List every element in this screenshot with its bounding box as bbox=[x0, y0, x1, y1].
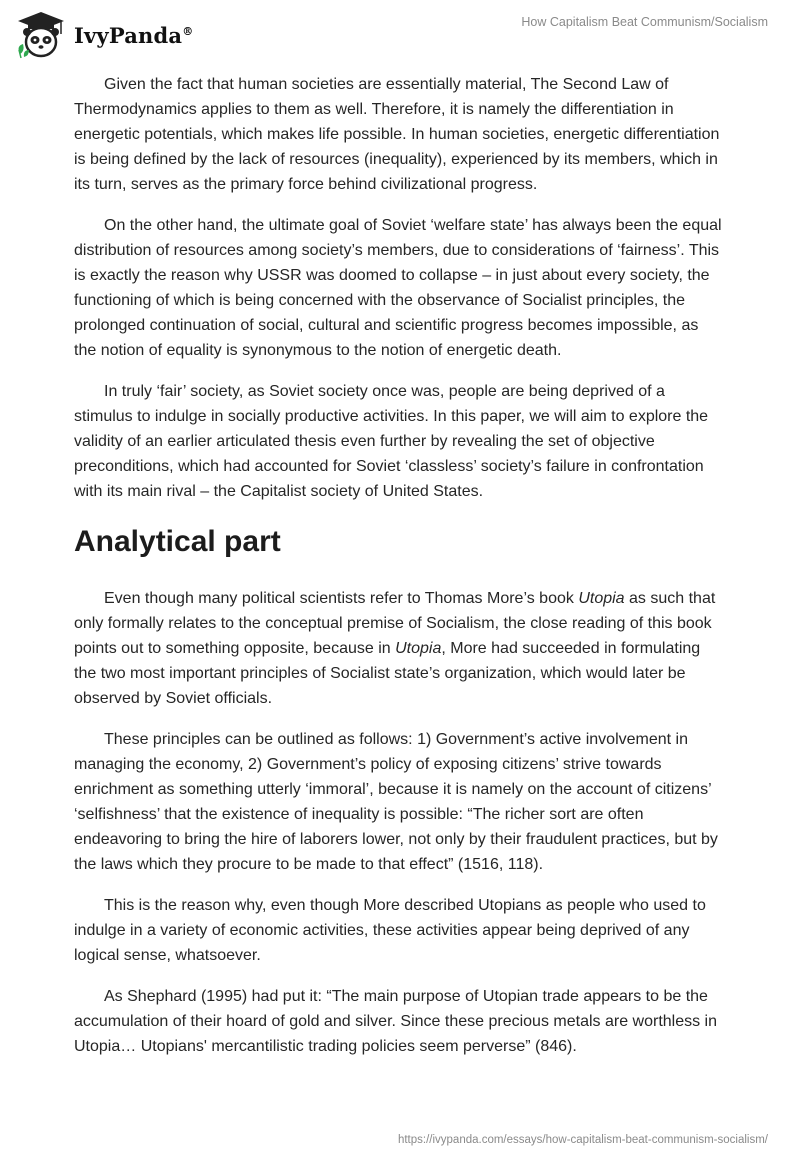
text-run: , More had succeeded in formulating the two most important principles of Socialist state’s organization, which would later be observed by Soviet officials. bbox=[74, 640, 701, 707]
paragraph: This is the reason why, even though More described Utopians as people who used to indulge in a variety of economic activities, these activities appear being deprived of any logical sense, whatsoever. bbox=[74, 897, 706, 964]
brand-text: IvyPanda bbox=[74, 22, 183, 48]
ivypanda-logo[interactable] bbox=[14, 10, 193, 60]
text-run: Even though many political scientists refer to Thomas More’s book bbox=[104, 590, 579, 607]
section-heading: Analytical part bbox=[74, 525, 281, 558]
paragraph: Given the fact that human societies are essentially material, The Second Law of Thermodynamics applies to them as well. Therefore, it is namely the differentiation in energetic potentials, which makes life possible. In human societies, energetic differentiation is being defined by the lack of resources (inequality), experienced by its members, which in its turn, serves as the primary force behind civilizational progress. bbox=[74, 76, 720, 193]
document-title: How Capitalism Beat Communism/Socialism bbox=[521, 15, 768, 29]
panda-graduate-icon bbox=[14, 10, 68, 60]
registered-mark: ® bbox=[182, 24, 194, 38]
book-title: Utopia bbox=[578, 590, 625, 607]
paragraph: In truly ‘fair’ society, as Soviet society once was, people are being deprived of a stimulus to indulge in socially productive activities. In this paper, we will aim to explore the validity of an earlier articulated thesis even further by revealing the set of objective preconditions, which had accounted for Soviet ‘classless’ society’s failure in confrontation with its main rival – the Capitalist society of United States. bbox=[74, 383, 709, 500]
paragraph: On the other hand, the ultimate goal of Soviet ‘welfare state’ has always been the equal distribution of resources among society’s members, due to considerations of ‘fairness’. This is exactly the reason why USSR was doomed to collapse – in just about every society, the functioning of which is being concerned with the observance of Socialist principles, the prolonged continuation of social, cultural and scientific progress becomes impossible, as the notion of equality is synonymous to the notion of energetic death. bbox=[74, 217, 722, 359]
paragraph-utopia bbox=[74, 586, 722, 711]
book-title: Utopia bbox=[395, 640, 442, 657]
paragraph: As Shephard (1995) had put it: “The main purpose of Utopian trade appears to be the accumulation of their hoard of gold and silver. Since these precious metals are worthless in Utopia… Utopians' mercantilistic trading policies seem perverse” (846). bbox=[74, 988, 718, 1055]
paragraph: These principles can be outlined as follows: 1) Government’s active involvement in managing the economy, 2) Government’s policy of exposing citizens’ strive towards enrichment as something utterly ‘immoral’, because it is namely on the account of citizens’ ‘selfishness’ that the existence of inequality is possible: “The richer sort are often endeavoring to bring the hire of laborers lower, not only by their fraudulent practices, but by the laws which they procure to be made to that effect” (1516, 118). bbox=[74, 731, 718, 873]
brand-name bbox=[74, 23, 193, 48]
source-url[interactable]: https://ivypanda.com/essays/how-capitalism-beat-communism-socialism/ bbox=[397, 1134, 768, 1146]
text-run: as such that only formally relates to the conceptual premise of Socialism, the close reading of this book points out to something opposite, because in bbox=[74, 590, 716, 657]
page-header bbox=[0, 0, 800, 70]
essay-body bbox=[74, 72, 722, 1075]
